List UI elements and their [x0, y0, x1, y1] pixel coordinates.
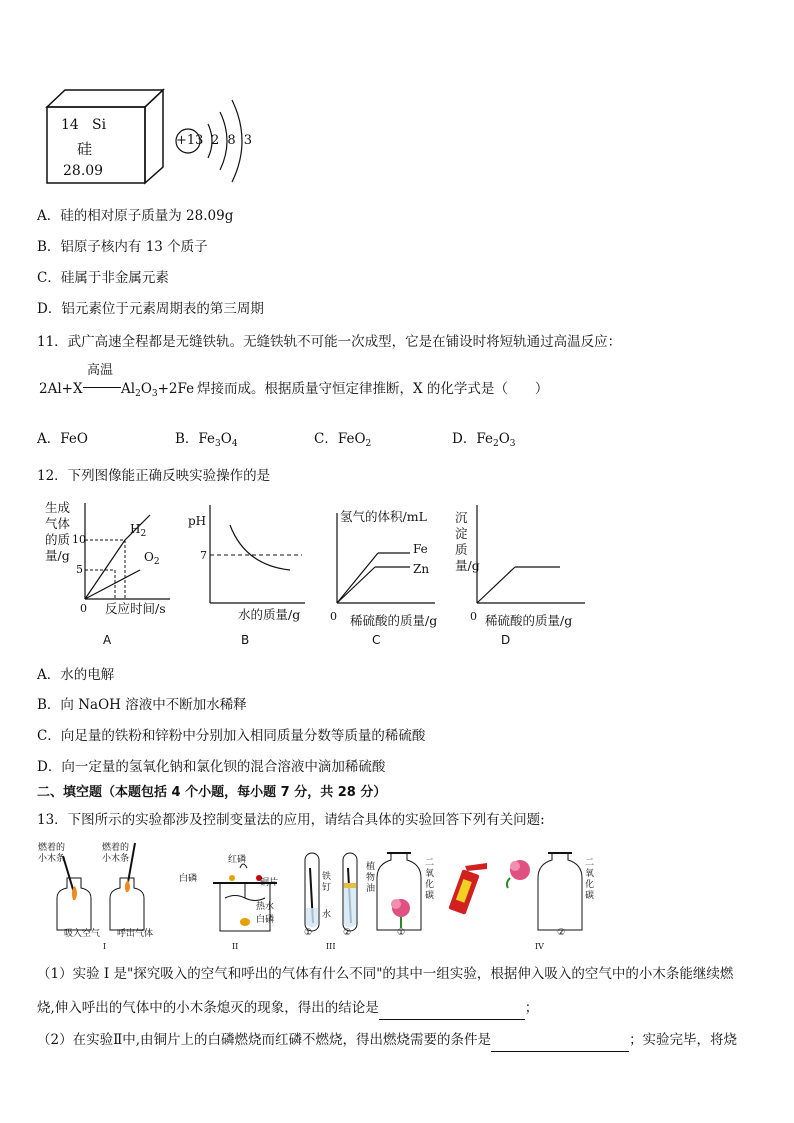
- exp3-water: 水: [322, 910, 332, 920]
- chart-d-xlabel: 稀硫酸的质量/g: [485, 613, 573, 628]
- q12-option-a: A．水的电解: [37, 667, 115, 683]
- exp3-nail-text: 铁钉: [322, 872, 332, 893]
- exp4-co2-1-text: 二氧化碳: [425, 858, 435, 901]
- exp1-caption: I: [103, 942, 107, 951]
- exp2-hot-water: 热水: [256, 902, 275, 912]
- q12-option-b: B．向 NaOH 溶液中不断加水稀释: [37, 697, 247, 713]
- q13-part1-blank[interactable]: [379, 1001, 525, 1020]
- exp2-caption: II: [232, 942, 239, 951]
- q13-part1-end: ；: [524, 1000, 539, 1016]
- chart-c-xlabel: 稀硫酸的质量/g: [350, 613, 438, 628]
- eq-condition: 高温: [87, 363, 114, 378]
- chart-b-ylabel: pH: [188, 514, 207, 528]
- chart-a-ylabel-text: 生成气体的质量/g: [45, 500, 71, 563]
- section2-title: 二、填空题（本题包括 4 个小题，每小题 7 分，共 28 分）: [37, 785, 387, 800]
- q13-part1b-text: 烧,伸入呼出的气体中的小木条熄灭的现象，得出的结论是: [37, 1000, 379, 1016]
- q10-option-d: D．铝元素位于元素周期表的第三周期: [37, 301, 264, 317]
- element-symbol: Si: [92, 117, 107, 133]
- exp1-label2: 燃着的小木条: [102, 843, 130, 864]
- chart-a-ytick-5: 5: [76, 563, 83, 576]
- exp3-caption: III: [326, 942, 336, 951]
- o2-line: [85, 570, 140, 599]
- chart-b-ytick-7: 7: [200, 549, 207, 562]
- exp3-nail: [322, 872, 332, 894]
- exp1-bottle1: 吸入空气: [64, 929, 101, 939]
- q13-part2-end: ；实验完毕，将烧: [629, 1032, 738, 1048]
- q12-stem: 12．下列图像能正确反映实验操作的是: [37, 468, 271, 484]
- exp3-n2: ②: [343, 928, 352, 938]
- exp2-copper: 铜片: [260, 878, 279, 888]
- chart-c-fe: Fe: [413, 542, 428, 556]
- chart-a-ytick-10: 10: [72, 533, 86, 546]
- eq-tail: 焊接而成。根据质量守恒定律推断，X 的化学式是（ ）: [197, 381, 549, 397]
- q13-part2-blank[interactable]: [491, 1033, 629, 1052]
- q12-charts: [40, 495, 600, 655]
- exp4: [377, 853, 582, 930]
- q10-option-c: C．硅属于非金属元素: [37, 270, 169, 286]
- q13-part1: （1）实验 I 是"探究吸入的空气和呼出的气体有什么不同"的其中一组实验，根据伸入吸入的空气中的小木条能继续燃: [37, 966, 734, 982]
- element-name: 硅: [77, 140, 93, 158]
- chart-a-caption: A: [103, 633, 112, 647]
- exp3-oil: [366, 862, 376, 895]
- q10-option-b: B．铝原子核内有 13 个质子: [37, 239, 208, 255]
- q11-option-c: C．FeO$_2$: [314, 431, 372, 449]
- chart-b: [210, 505, 305, 603]
- chart-a-h2: $H_2$: [130, 522, 147, 539]
- chart-d-ylabel: [455, 510, 480, 574]
- q12-charts-svg: [40, 495, 600, 655]
- q11-option-d: D．$Fe_2O_3$: [452, 431, 516, 449]
- chart-a-xlabel: 反应时间/s: [105, 601, 166, 616]
- q13-stem: 13．下图所示的实验都涉及控制变量法的应用，请结合具体的实验回答下列有关问题:: [37, 812, 545, 828]
- eq-arrow-line: [83, 387, 121, 388]
- chart-d-caption: D: [501, 633, 511, 647]
- exp1-label1: 燃着的小木条: [38, 843, 66, 864]
- q10-option-a: A．硅的相对原子质量为 28.09g: [37, 208, 234, 224]
- eq-left: 2Al+X: [39, 381, 83, 397]
- element-mass: 28.09: [63, 163, 104, 179]
- exp1-bottle2: 呼出气体: [117, 929, 154, 939]
- exp4-caption: IV: [535, 942, 544, 951]
- chart-c-ylabel: 氢气的体积/mL: [340, 509, 427, 524]
- chart-c-origin: 0: [330, 610, 337, 623]
- element-number: 14: [61, 117, 79, 133]
- exp4-n2: ②: [557, 928, 566, 938]
- q11-equation: [37, 362, 597, 402]
- chart-d-ylabel-text: 沉淀质量/g: [455, 510, 480, 573]
- chart-c-caption: C: [372, 633, 381, 647]
- eq-product: $Al_2O_3+2Fe$: [121, 381, 195, 399]
- q11-stem: 11．武广高速全程都是无缝铁轨。无缝铁轨不可能一次成型，它是在铺设时将短轨通过高温反应：: [37, 334, 622, 350]
- chart-c: [337, 513, 435, 603]
- exp4-co2-1: [425, 858, 435, 902]
- chart-a-o2: $O_2$: [144, 550, 160, 567]
- q12-option-c: C．向足量的铁粉和锌粉中分别加入相同质量分数等质量的稀硫酸: [37, 728, 426, 744]
- chart-b-caption: B: [241, 633, 250, 647]
- exp2-white-p: 白磷: [179, 874, 198, 884]
- chart-a-origin: 0: [80, 602, 87, 615]
- exp4-co2-2: [585, 858, 595, 902]
- electron-shells: 2 8 3: [211, 133, 255, 148]
- q11-option-a: A．FeO: [37, 431, 88, 447]
- q13-part2-text: （2）在实验Ⅱ中,由铜片上的白磷燃烧而红磷不燃烧，得出燃烧需要的条件是: [37, 1032, 492, 1048]
- exp4-n1: ①: [397, 928, 406, 938]
- q12-option-d: D．向一定量的氢氧化钠和氯化钡的混合溶液中滴加稀硫酸: [37, 759, 386, 775]
- exp2-white-p2: 白磷: [256, 915, 275, 925]
- exp3-oil-text: 植物油: [366, 862, 376, 894]
- exp3-n1: ①: [304, 928, 313, 938]
- exp2-red-p: 红磷: [228, 855, 247, 865]
- chart-d: [477, 505, 585, 603]
- exp4-co2-2-text: 二氧化碳: [585, 858, 595, 901]
- chart-d-origin: 0: [470, 610, 477, 623]
- q13-part2: [37, 1031, 737, 1052]
- chart-b-xlabel: 水的质量/g: [238, 607, 301, 622]
- nucleus-charge: +13: [176, 133, 204, 148]
- q13-part1b: [37, 999, 538, 1020]
- chart-c-zn: Zn: [413, 562, 430, 576]
- q11-option-b: B．$Fe_3O_4$: [175, 431, 238, 449]
